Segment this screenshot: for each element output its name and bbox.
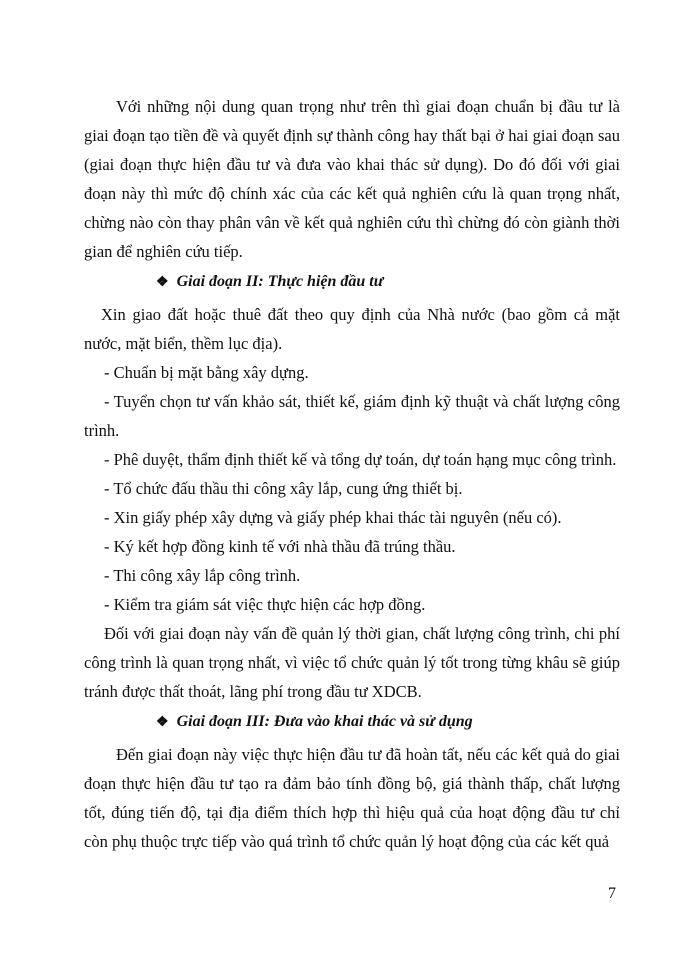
list-item: Đối với giai đoạn này vấn đề quản lý thời gian, chất lượng công trình, chi phí công trình là quan trọng nhất, vì việc tổ chức quản lý tốt trong từng khâu sẽ giúp tránh được thất thoát, lãng phí trong đầu tư XDCB. (84, 624, 620, 701)
list-item: - Tuyển chọn tư vấn khảo sát, thiết kế, giám định kỹ thuật và chất lượng công trình. (84, 392, 620, 440)
section-heading (84, 708, 620, 737)
list-item: - Xin giấy phép xây dựng và giấy phép khai thác tài nguyên (nếu có). (104, 508, 562, 527)
list-item: - Kiểm tra giám sát việc thực hiện các hợp đồng. (104, 595, 426, 614)
list-item: - Ký kết hợp đồng kinh tế với nhà thầu đã trúng thầu. (104, 537, 456, 556)
section-heading (84, 268, 620, 297)
diamond-bullet-icon: ❖ (156, 715, 169, 730)
list-item: - Chuẩn bị mặt bằng xây dựng. (104, 363, 309, 382)
section-heading-text: Giai đoạn II: Thực hiện đầu tư (176, 273, 384, 290)
paragraph: Với những nội dung quan trọng như trên thì giai đoạn chuẩn bị đầu tư là giai đoạn tạo tiền đề và quyết định sự thành công hay thất bại ở hai giai đoạn sau (giai đoạn thực hiện đầu tư và đưa vào khai thác sử dụng). Do đó đối với giai đoạn này thì mức độ chính xác của các kết quả nghiên cứu là quan trọng nhất, chừng nào còn thay phân vân về kết quả nghiên cứu thì chừng đó còn giành thời gian để nghiên cứu tiếp. (84, 97, 620, 261)
section-heading-text: Giai đoạn III: Đưa vào khai thác và sử dụng (176, 713, 473, 730)
paragraph: Đến giai đoạn này việc thực hiện đầu tư đã hoàn tất, nếu các kết quả do giai đoạn thực hiện đầu tư tạo ra đảm bảo tính đồng bộ, giá thành thấp, chất lượng tốt, đúng tiến độ, tại địa điểm thích hợp thì hiệu quả của hoạt động đầu tư chỉ còn phụ thuộc trực tiếp vào quá trình tổ chức quản lý hoạt động của các kết quả (84, 745, 620, 851)
list-item: - Thi công xây lắp công trình. (104, 566, 301, 585)
diamond-bullet-icon: ❖ (156, 275, 169, 290)
list-item: - Tổ chức đấu thầu thi công xây lắp, cung ứng thiết bị. (104, 479, 463, 498)
page-body (84, 92, 620, 856)
paragraph: Xin giao đất hoặc thuê đất theo quy định của Nhà nước (bao gồm cả mặt nước, mặt biển, thềm lục địa). (84, 305, 620, 353)
list-item: - Phê duyệt, thẩm định thiết kế và tổng dự toán, dự toán hạng mục công trình. (104, 450, 617, 469)
page-number: 7 (608, 885, 616, 902)
